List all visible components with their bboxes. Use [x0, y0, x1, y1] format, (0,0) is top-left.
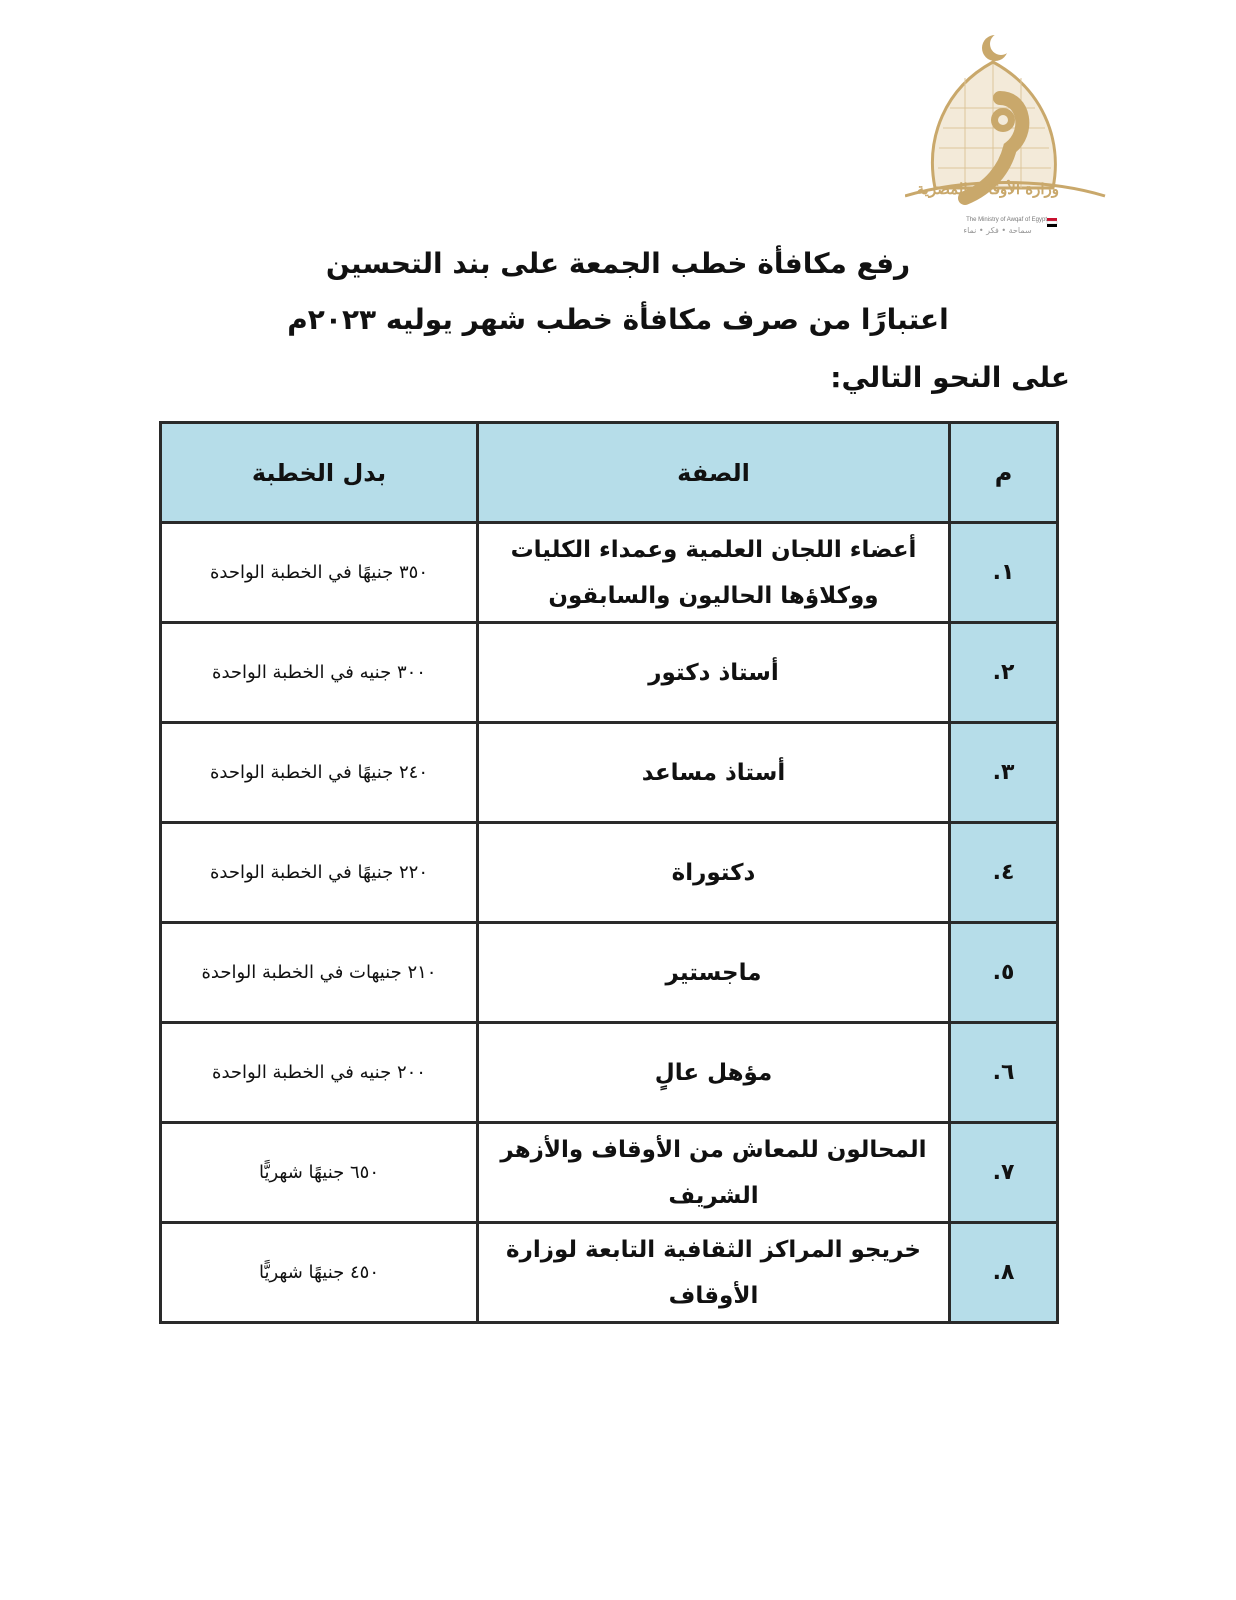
table-row — [161, 1223, 1058, 1323]
header-desc: الصفة — [478, 423, 950, 523]
row-number: ٦. — [950, 1023, 1058, 1123]
row-number: ١. — [950, 523, 1058, 623]
row-number: ٤. — [950, 823, 1058, 923]
row-description: أستاذ دكتور — [478, 623, 950, 723]
row-description: مؤهل عالٍ — [478, 1023, 950, 1123]
row-description: دكتوراة — [478, 823, 950, 923]
table-row — [161, 723, 1058, 823]
title-line-1: رفع مكافأة خطب الجمعة على بند التحسين — [325, 247, 911, 280]
intro-text: على النحو التالي: — [830, 361, 1070, 394]
row-payment: ٦٥٠ جنيهًا شهريًّا — [161, 1123, 478, 1223]
row-number: ٣. — [950, 723, 1058, 823]
table-row — [161, 623, 1058, 723]
row-number: ٧. — [950, 1123, 1058, 1223]
row-description: المحالون للمعاش من الأوقاف والأزهر الشريف — [478, 1123, 950, 1223]
row-description-line: أعضاء اللجان العلمية وعمداء الكليات — [510, 536, 917, 563]
row-number: ٨. — [950, 1223, 1058, 1323]
table-row — [161, 823, 1058, 923]
table-row — [161, 1023, 1058, 1123]
row-payment: ٢١٠ جنيهات في الخطبة الواحدة — [161, 923, 478, 1023]
row-description: ماجستير — [478, 923, 950, 1023]
allowance-table — [159, 421, 1059, 1324]
row-payment: ٢٢٠ جنيهًا في الخطبة الواحدة — [161, 823, 478, 923]
table-row — [161, 523, 1058, 623]
table-header-row — [161, 423, 1058, 523]
row-description: أستاذ مساعد — [478, 723, 950, 823]
header-pay: بدل الخطبة — [161, 423, 478, 523]
table-row — [161, 923, 1058, 1023]
row-number: ٥. — [950, 923, 1058, 1023]
row-description: خريجو المراكز الثقافية التابعة لوزارة الأوقاف — [478, 1223, 950, 1323]
ministry-logo — [905, 28, 1115, 243]
title-line-2: اعتبارًا من صرف مكافأة خطب شهر يوليه ٢٠٢٣م — [287, 303, 949, 336]
row-payment: ٢٠٠ جنيه في الخطبة الواحدة — [161, 1023, 478, 1123]
ministry-emblem-icon — [905, 28, 1115, 243]
row-description — [478, 523, 950, 623]
row-description-line: ووكلاؤها الحاليون والسابقون — [548, 582, 879, 609]
row-payment: ٣٠٠ جنيه في الخطبة الواحدة — [161, 623, 478, 723]
row-payment: ٣٥٠ جنيهًا في الخطبة الواحدة — [161, 523, 478, 623]
header-num: م — [950, 423, 1058, 523]
table-row — [161, 1123, 1058, 1223]
logo-arabic-name: وزارة الأوقاف المصرية — [916, 180, 1059, 198]
row-payment: ٤٥٠ جنيهًا شهريًّا — [161, 1223, 478, 1323]
logo-motto: سماحة • فكر • نماء — [963, 226, 1032, 235]
row-payment: ٢٤٠ جنيهًا في الخطبة الواحدة — [161, 723, 478, 823]
row-number: ٢. — [950, 623, 1058, 723]
logo-english-name: The Ministry of Awqaf of Egypt — [966, 217, 1047, 223]
